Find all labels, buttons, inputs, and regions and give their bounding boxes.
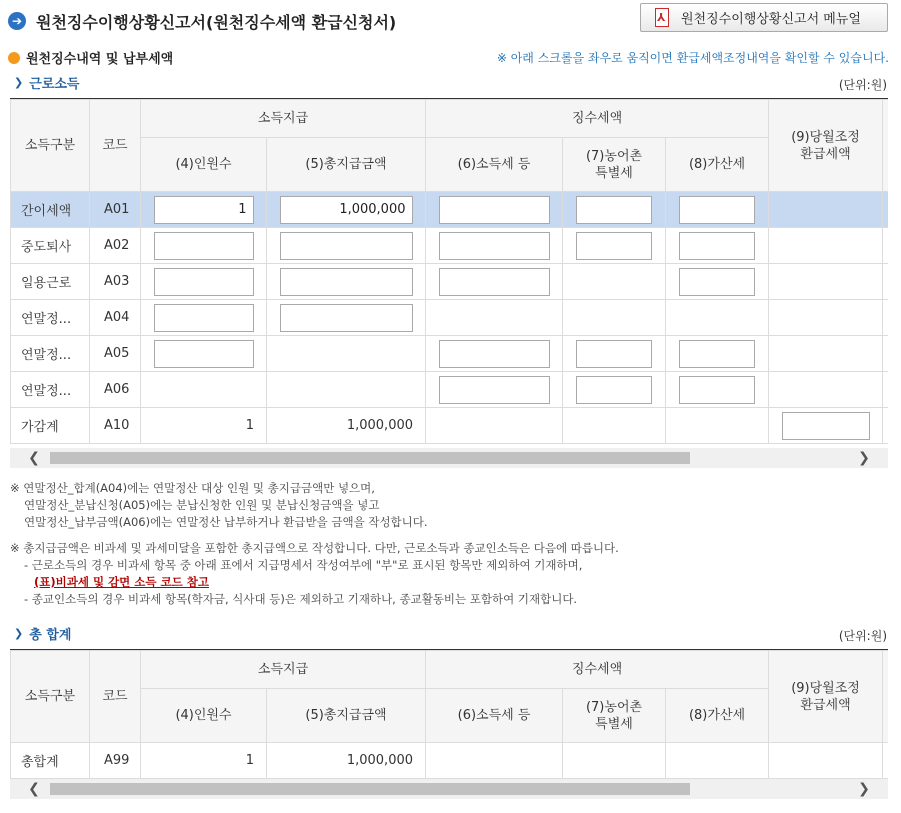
col-people: (4)인원수 <box>141 138 267 192</box>
table-row-a10 <box>11 408 889 444</box>
tax-exempt-code-link[interactable]: (표)비과세 및 감면 소득 코드 참고 <box>34 575 209 589</box>
scroll-left-icon[interactable]: ❮ <box>28 781 40 797</box>
col-extra <box>883 651 888 743</box>
people-input-a04[interactable] <box>154 304 254 332</box>
note-year-end <box>10 480 428 531</box>
rural-tax-input-a05[interactable] <box>576 340 652 368</box>
income-tax-input-a06[interactable] <box>439 376 550 404</box>
col-income-type: 소득구분 <box>11 651 90 743</box>
people-input-a03[interactable] <box>154 268 254 296</box>
total-table <box>10 649 888 779</box>
table-row-a05 <box>11 336 889 372</box>
chevron-right-icon: ❯ <box>14 627 24 640</box>
scroll-note: ※ 아래 스크롤을 좌우로 움직이면 환급세액조정내역을 확인할 수 있습니다. <box>496 51 889 65</box>
people-input-a02[interactable] <box>154 232 254 260</box>
refund-input-a10[interactable] <box>782 412 870 440</box>
row-label: 연말정... <box>11 300 90 336</box>
pay-input-a02[interactable] <box>280 232 413 260</box>
col-group-tax-collected: 징수세액 <box>426 651 769 689</box>
table-row-a02 <box>11 228 889 264</box>
row-code: A04 <box>90 300 141 336</box>
col-income-tax: (6)소득세 등 <box>426 689 563 743</box>
earned-income-table <box>10 98 888 444</box>
pay-input-a01[interactable]: 1,000,000 <box>280 196 413 224</box>
scroll-left-icon[interactable]: ❮ <box>28 450 40 466</box>
earned-income-title: 근로소득 <box>29 77 80 92</box>
note-line: - 종교인소득의 경우 비과세 항목(학자금, 식사대 등)은 제외하고 기재하나, 종교활동비는 포함하여 기재합니다. <box>24 592 578 606</box>
row-label: 중도퇴사 <box>11 228 90 264</box>
pay-input-a04[interactable] <box>280 304 413 332</box>
col-extra <box>883 100 888 192</box>
people-input-a05[interactable] <box>154 340 254 368</box>
total-unit: (단위:원) <box>838 629 887 643</box>
row-code: A01 <box>90 192 141 228</box>
row-label: 간이세액 <box>11 192 90 228</box>
row-label: 일용근로 <box>11 264 90 300</box>
col-income-tax: (6)소득세 등 <box>426 138 563 192</box>
col-surcharge: (8)가산세 <box>666 689 769 743</box>
arrow-right-circle-icon: ➔ <box>8 12 26 30</box>
scrollbar-thumb[interactable] <box>50 452 690 464</box>
income-tax-input-a05[interactable] <box>439 340 550 368</box>
col-total-pay: (5)총지급금액 <box>267 138 426 192</box>
row-code: A05 <box>90 336 141 372</box>
col-rural-tax: (7)농어촌 특별세 <box>563 138 666 192</box>
col-income-type: 소득구분 <box>11 100 90 192</box>
pay-value-a10: 1,000,000 <box>267 408 426 444</box>
note-line: - 근로소득의 경우 비과세 항목 중 아래 표에서 지급명세서 작성여부에 "부"로 표시된 항목만 제외하여 기재하며, <box>24 558 583 572</box>
col-surcharge: (8)가산세 <box>666 138 769 192</box>
row-label: 가감계 <box>11 408 90 444</box>
earned-unit: (단위:원) <box>838 78 887 92</box>
scroll-right-icon[interactable]: ❯ <box>858 781 870 797</box>
section-title: 원천징수내역 및 납부세액 <box>26 52 174 67</box>
table-row-a99 <box>11 743 889 779</box>
pay-input-a03[interactable] <box>280 268 413 296</box>
note-total-pay <box>10 540 619 608</box>
col-people: (4)인원수 <box>141 689 267 743</box>
col-group-income-payment: 소득지급 <box>141 100 426 138</box>
total-table-scrollbar[interactable] <box>10 779 888 799</box>
surcharge-input-a01[interactable] <box>679 196 755 224</box>
col-refund: (9)당월조정 환급세액 <box>769 651 883 743</box>
surcharge-input-a06[interactable] <box>679 376 755 404</box>
page-title: 원천징수이행상황신고서(원천징수세액 환급신청서) <box>36 12 397 32</box>
income-tax-input-a02[interactable] <box>439 232 550 260</box>
row-code: A06 <box>90 372 141 408</box>
income-tax-input-a03[interactable] <box>439 268 550 296</box>
col-code: 코드 <box>90 651 141 743</box>
note-line: 연말정산_분납신청(A05)에는 분납신청한 인원 및 분납신청금액을 넣고 <box>24 498 380 512</box>
row-label: 연말정... <box>11 336 90 372</box>
earned-table-scrollbar[interactable] <box>10 448 888 468</box>
people-value-a10: 1 <box>141 408 267 444</box>
surcharge-input-a02[interactable] <box>679 232 755 260</box>
col-code: 코드 <box>90 100 141 192</box>
people-value-a99: 1 <box>141 743 267 779</box>
note-line: 연말정산_납부금액(A06)에는 연말정산 납부하거나 환급받을 금액을 작성합니다. <box>24 515 428 529</box>
pay-value-a99: 1,000,000 <box>267 743 426 779</box>
page-title-row <box>8 8 396 34</box>
manual-button-label: 원천징수이행상황신고서 메뉴얼 <box>681 12 861 27</box>
pdf-icon: ⅄ <box>653 8 671 28</box>
rural-tax-input-a06[interactable] <box>576 376 652 404</box>
table-row-a04 <box>11 300 889 336</box>
row-code: A99 <box>90 743 141 779</box>
row-label: 총합계 <box>11 743 90 779</box>
scrollbar-thumb[interactable] <box>50 783 690 795</box>
section-heading <box>8 48 173 67</box>
income-tax-input-a01[interactable] <box>439 196 550 224</box>
rural-tax-input-a01[interactable] <box>576 196 652 224</box>
col-group-income-payment: 소득지급 <box>141 651 426 689</box>
note-line: ※ 연말정산_합계(A04)에는 연말정산 대상 인원 및 총지급금액만 넣으며, <box>10 481 375 495</box>
note-line: ※ 총지급금액은 비과세 및 과세미달을 포함한 총지급액으로 작성합니다. 다만, 근로소득과 종교인소득은 다음에 따릅니다. <box>10 541 619 555</box>
total-title: 총 합계 <box>29 628 72 643</box>
table-row-a01[interactable] <box>11 192 889 228</box>
people-input-a01[interactable]: 1 <box>154 196 254 224</box>
col-group-tax-collected: 징수세액 <box>426 100 769 138</box>
row-code: A02 <box>90 228 141 264</box>
col-refund: (9)당월조정 환급세액 <box>769 100 883 192</box>
surcharge-input-a05[interactable] <box>679 340 755 368</box>
row-code: A10 <box>90 408 141 444</box>
chevron-right-icon: ❯ <box>14 76 24 89</box>
table-row-a03 <box>11 264 889 300</box>
scroll-right-icon[interactable]: ❯ <box>858 450 870 466</box>
rural-tax-input-a02[interactable] <box>576 232 652 260</box>
earned-income-heading <box>14 73 79 92</box>
table-row-a06 <box>11 372 889 408</box>
row-label: 연말정... <box>11 372 90 408</box>
surcharge-input-a03[interactable] <box>679 268 755 296</box>
col-rural-tax: (7)농어촌 특별세 <box>563 689 666 743</box>
col-total-pay: (5)총지급금액 <box>267 689 426 743</box>
total-heading <box>14 624 71 643</box>
manual-button[interactable] <box>640 3 888 32</box>
row-code: A03 <box>90 264 141 300</box>
bullet-icon <box>8 52 20 64</box>
